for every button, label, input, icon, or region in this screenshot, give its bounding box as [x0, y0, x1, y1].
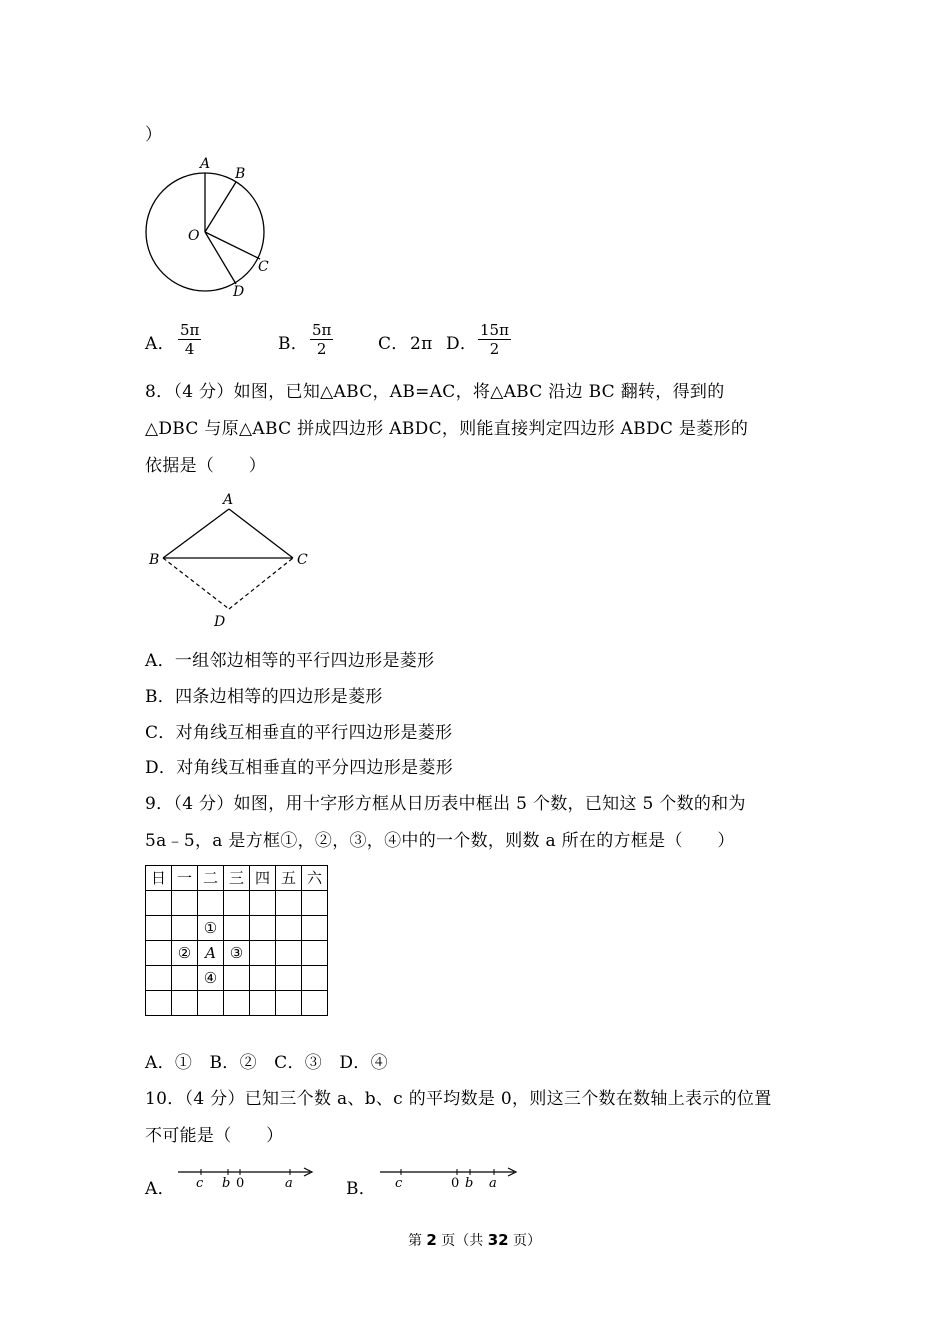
q10-line-2: 不可能是（ ） [145, 1126, 284, 1146]
calendar-cell [302, 966, 328, 991]
q9-line-1: 9．（4 分）如图，用十字形方框从日历表中框出 5 个数，已知这 5 个数的和为 [145, 794, 746, 814]
q8-line-1: 8．（4 分）如图，已知△ABC，AB=AC，将△ABC 沿边 BC 翻转，得到的 [145, 382, 725, 402]
q7-circle-figure [135, 150, 280, 300]
calendar-cell [224, 916, 250, 941]
side-dc [229, 558, 293, 609]
q8-rhombus-figure [140, 485, 330, 635]
q7-tail: ） [145, 125, 163, 145]
calendar-cell [276, 966, 302, 991]
calendar-cell [276, 991, 302, 1016]
footer-total-pages: 32 [487, 1231, 509, 1249]
calendar-cell [276, 916, 302, 941]
q9-options: A．① B．② C．③ D．④ [145, 1053, 388, 1073]
calendar-cell [146, 916, 172, 941]
radius-ob [205, 182, 236, 232]
q8-option-c: C．对角线互相垂直的平行四边形是菱形 [145, 723, 453, 743]
calendar-cell [302, 941, 328, 966]
calendar-row [146, 891, 328, 916]
calendar-cell [146, 966, 172, 991]
footer-post: 页） [508, 1233, 542, 1249]
calendar-cell [224, 966, 250, 991]
calendar-cell [302, 991, 328, 1016]
footer-page-number: 2 [426, 1231, 437, 1249]
label-a: a [285, 1176, 293, 1191]
calendar-cell [198, 991, 224, 1016]
calendar-row [146, 991, 328, 1016]
label-0: 0 [451, 1176, 460, 1191]
calendar-cell [224, 991, 250, 1016]
calendar-cell [302, 916, 328, 941]
q8-option-b: B．四条边相等的四边形是菱形 [145, 687, 383, 707]
calendar-cell [172, 891, 198, 916]
q9-line-2: 5a﹣5，a 是方框①，②，③，④中的一个数，则数 a 所在的方框是（ ） [145, 831, 735, 851]
q7-option-a-fraction: $\frac{5\pi}{4}$ [180, 321, 200, 358]
calendar-row [146, 916, 328, 941]
calendar-table [145, 865, 328, 1016]
side-ba [163, 509, 229, 558]
q10-option-a-letter: A． [145, 1179, 175, 1199]
calendar-cell [172, 966, 198, 991]
label-a: A [223, 492, 234, 508]
calendar-row [146, 941, 328, 966]
calendar-header-cell: 六 [302, 866, 328, 891]
calendar-cell [172, 991, 198, 1016]
label-0: 0 [236, 1176, 245, 1191]
calendar-cell-box-1: ① [198, 916, 224, 941]
label-c: C [258, 259, 269, 275]
q10-option-a-number-line [170, 1160, 320, 1192]
calendar-header-cell: 一 [172, 866, 198, 891]
calendar-cell [224, 891, 250, 916]
q10-option-b-number-line [372, 1160, 524, 1192]
calendar-cell [250, 966, 276, 991]
q10-option-b-letter: B． [346, 1179, 377, 1199]
calendar-cell [146, 941, 172, 966]
q7-option-c-value: 2π [410, 334, 433, 354]
calendar-header-cell: 五 [276, 866, 302, 891]
footer-pre: 第 [407, 1233, 427, 1249]
q10-line-1: 10．（4 分）已知三个数 a、b、c 的平均数是 0，则这三个数在数轴上表示的位置 [145, 1089, 772, 1109]
q8-option-d: D．对角线互相垂直的平分四边形是菱形 [145, 758, 454, 778]
calendar-header-cell: 三 [224, 866, 250, 891]
calendar-header-cell: 日 [146, 866, 172, 891]
side-ac [229, 509, 293, 558]
q7-option-c-letter: C． [378, 334, 409, 354]
q7-option-a-letter: A． [145, 334, 175, 354]
calendar-cell [172, 916, 198, 941]
calendar-cell [250, 891, 276, 916]
label-b: b [222, 1176, 231, 1191]
label-a: a [489, 1176, 497, 1191]
label-a: A [200, 156, 211, 172]
calendar-cell [302, 891, 328, 916]
q7-option-d-letter: D． [446, 334, 478, 354]
q7-option-d-fraction: $\frac{15\pi}{2}$ [480, 321, 509, 358]
footer-mid: 页（共 [436, 1233, 488, 1249]
calendar-cell-box-3: ③ [224, 941, 250, 966]
calendar-cell [146, 991, 172, 1016]
calendar-cell-box-4: ④ [198, 966, 224, 991]
label-b: B [235, 166, 246, 182]
q8-line-3: 依据是（ ） [145, 456, 267, 476]
q7-option-b-letter: B． [278, 334, 309, 354]
label-c: c [395, 1176, 403, 1191]
q8-line-2: △DBC 与原△ABC 拼成四边形 ABDC，则能直接判定四边形 ABDC 是菱形的 [145, 419, 749, 439]
label-b: B [149, 552, 160, 568]
label-d: D [233, 284, 245, 300]
calendar-cell-box-2: ② [172, 941, 198, 966]
label-d: D [214, 614, 226, 630]
label-b: b [465, 1176, 474, 1191]
calendar-header-row [146, 866, 328, 891]
calendar-cell [250, 941, 276, 966]
calendar-cell [146, 891, 172, 916]
calendar-cell-center-a: A [198, 941, 224, 966]
side-bd [163, 558, 229, 609]
label-c: c [196, 1176, 204, 1191]
calendar-header-cell: 四 [250, 866, 276, 891]
page-footer [0, 1230, 949, 1250]
label-o: O [188, 228, 200, 244]
calendar-cell [276, 941, 302, 966]
q7-option-b-fraction: $\frac{5\pi}{2}$ [312, 321, 332, 358]
calendar-cell [250, 916, 276, 941]
calendar-row [146, 966, 328, 991]
label-c: C [297, 552, 308, 568]
calendar-header-cell: 二 [198, 866, 224, 891]
calendar-cell [276, 891, 302, 916]
calendar-cell [198, 891, 224, 916]
q8-option-a: A．一组邻边相等的平行四边形是菱形 [145, 651, 435, 671]
calendar-cell [250, 991, 276, 1016]
